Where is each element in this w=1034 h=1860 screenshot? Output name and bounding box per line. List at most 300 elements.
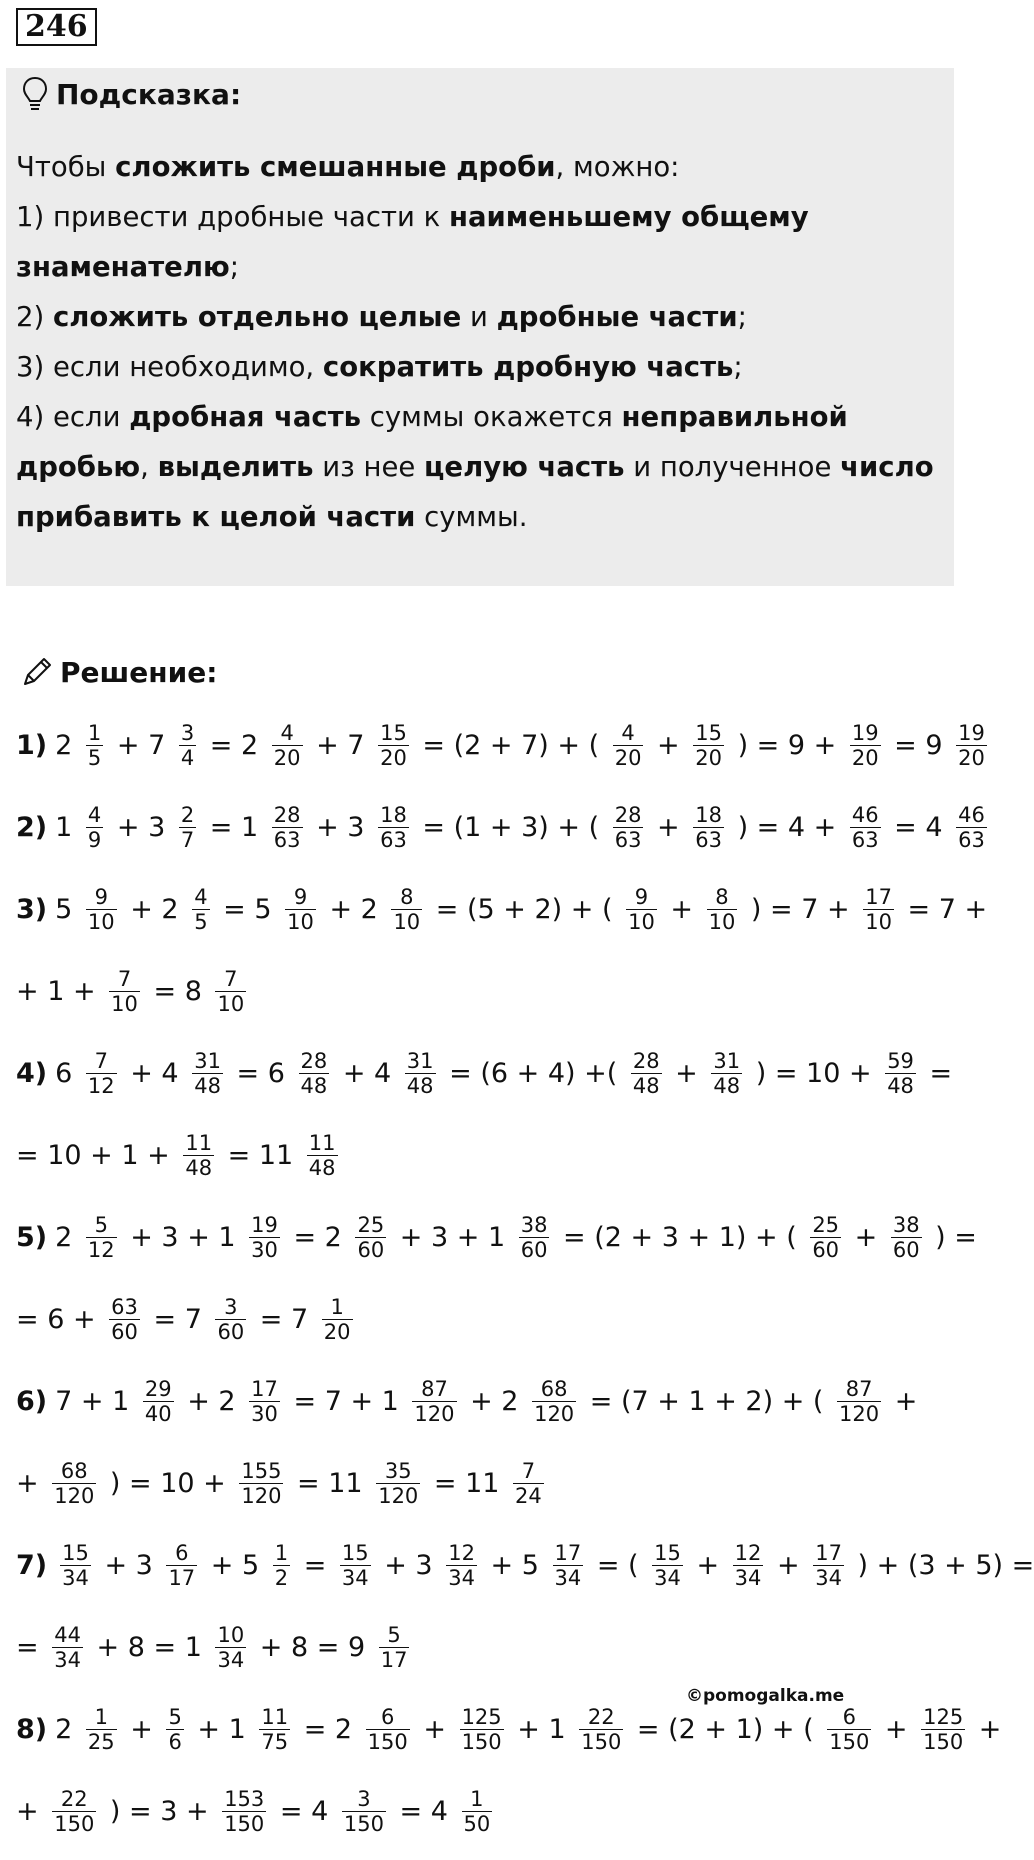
fraction-denominator: 10 [87,909,115,934]
expression-text: ) = 7 + [742,893,859,925]
fraction-denominator: 5 [194,909,208,934]
expression-text: + [886,1385,918,1417]
fraction-denominator: 63 [380,827,407,852]
fraction [613,803,644,852]
fraction-numerator: 22 [587,1704,615,1729]
expression-text: 7 + 1 [55,1385,138,1417]
fraction-numerator: 11 [185,1130,213,1155]
fraction [378,721,409,770]
hint-bold-text: сложить отдельно целые [52,301,462,333]
expression-text: + 1 [188,1713,255,1745]
fraction [299,1049,330,1098]
fraction-denominator: 60 [892,1237,920,1262]
fraction-denominator: 60 [111,1319,138,1344]
expression-text: 6 [55,1057,81,1089]
fraction-numerator: 87 [845,1376,873,1401]
line-number: 7) [16,1549,48,1581]
fraction [322,1295,353,1344]
fraction [513,1459,544,1508]
expression-text: + 1 [508,1713,575,1745]
fraction-denominator: 63 [851,827,879,852]
fraction-numerator: 15 [695,720,722,745]
fraction-numerator: 18 [695,802,722,827]
expression-text: + [970,1713,1002,1745]
fraction-denominator: 48 [300,1073,328,1098]
expression-text: = 4 [271,1795,337,1827]
fraction [273,1541,290,1590]
expression-text: + 2 [121,893,188,925]
fraction-denominator: 48 [887,1073,914,1098]
expression-text: = 7 [251,1303,317,1335]
fraction-denominator: 2 [274,1565,289,1590]
expression-text: + [687,1549,728,1581]
solution-line [16,786,985,868]
fraction-numerator: 15 [380,720,407,745]
fraction [239,1459,283,1508]
expression-text: = [295,1549,335,1581]
fraction-denominator: 30 [251,1237,278,1262]
fraction-denominator: 150 [923,1729,964,1754]
fraction [143,1377,174,1426]
fraction-numerator: 3 [224,1294,238,1319]
expression-text: = (7 + 1 + 2) + ( [581,1385,833,1417]
hint-text-segment: из нее [313,451,425,483]
fraction-denominator: 20 [323,1319,351,1344]
fraction [215,1295,246,1344]
expression-text: = 2 [295,1713,361,1745]
fraction-numerator: 4 [621,720,635,745]
expression-text: ) = 9 + [728,729,845,761]
fraction [366,1705,410,1754]
fraction-numerator: 1 [274,1540,289,1565]
expression-text: ) = [926,1221,977,1253]
fraction-numerator: 3 [180,720,195,745]
fraction-denominator: 48 [713,1073,741,1098]
expression-text: + 7 [108,729,174,761]
hint-text-segment: , можно: [555,151,680,183]
fraction-denominator: 50 [463,1811,491,1836]
fraction-numerator: 1 [94,1704,108,1729]
fraction-denominator: 63 [614,827,642,852]
fraction-numerator: 12 [448,1540,475,1565]
fraction [460,1705,504,1754]
fraction [850,721,881,770]
fraction-numerator: 7 [224,966,238,991]
fraction [249,1213,280,1262]
fraction [192,1049,223,1098]
fraction [222,1787,266,1836]
expression-text: ) = 3 + [101,1795,218,1827]
fraction-denominator: 48 [308,1155,336,1180]
fraction-numerator: 15 [62,1540,89,1565]
expression-text: = ( [588,1549,648,1581]
fraction-denominator: 34 [654,1565,681,1590]
hint-title-text: Подсказка: [56,77,242,111]
expression-text: = (6 + 4) +( [440,1057,626,1089]
fraction-denominator: 120 [414,1401,455,1426]
fraction-denominator: 40 [144,1401,172,1426]
fraction-numerator: 9 [94,884,108,909]
fraction [86,803,103,852]
fraction [412,1377,456,1426]
expression-text: + 4 [334,1057,400,1089]
expression-text: = 11 [288,1467,372,1499]
fraction-numerator: 6 [842,1704,856,1729]
expression-text: + 5 [202,1549,268,1581]
fraction-numerator: 9 [293,884,308,909]
expression-text: + [768,1549,809,1581]
expression-text: + 3 [95,1549,162,1581]
fraction-numerator: 18 [380,802,407,827]
fraction-denominator: 10 [393,909,421,934]
fraction-numerator: 1 [87,720,102,745]
fraction-numerator: 6 [381,1704,395,1729]
expression-text: = 6 + [16,1303,105,1335]
fraction-numerator: 17 [865,884,892,909]
fraction-denominator: 17 [380,1647,408,1672]
fraction [379,1623,410,1672]
fraction [885,1049,916,1098]
fraction-numerator: 6 [175,1540,189,1565]
expression-text: + [16,1467,48,1499]
solution-line [16,1278,946,1360]
line-number: 6) [16,1385,48,1417]
fraction-numerator: 5 [387,1622,401,1647]
fraction-denominator: 120 [534,1401,575,1426]
fraction-denominator: 34 [554,1565,582,1590]
expression-text: = (2 + 7) + ( [413,729,608,761]
hint-text-segment: , [140,451,158,483]
fraction-numerator: 17 [554,1540,582,1565]
fraction-denominator: 34 [62,1565,89,1590]
expression-text: + 2 [178,1385,245,1417]
hint-paragraph [16,392,936,542]
fraction [285,885,316,934]
hint-bold-text: выделить [157,451,314,483]
fraction-denominator: 10 [708,909,736,934]
fraction [52,1623,83,1672]
expression-text: + [121,1713,162,1745]
fraction [60,1541,91,1590]
solution-line [16,868,988,950]
hint-title [22,76,241,112]
hint-text-segment: ; [229,251,239,283]
hint-paragraph [16,192,936,292]
fraction-denominator: 5 [87,745,102,770]
expression-text: = (2 + 3 + 1) + ( [554,1221,806,1253]
hint-text-segment: ; [733,351,743,383]
fraction [272,721,303,770]
fraction-denominator: 10 [628,909,655,934]
hint-text-segment: ; [737,301,747,333]
fraction [891,1213,922,1262]
fraction [52,1459,96,1508]
fraction [391,885,422,934]
fraction-denominator: 24 [515,1483,542,1508]
fraction-denominator: 9 [87,827,102,852]
expression-text: + 3 [307,811,374,843]
fraction [693,803,724,852]
hint-bold-text: целую часть [424,451,625,483]
fraction-numerator: 1 [470,1786,484,1811]
fraction-denominator: 20 [273,745,301,770]
fraction [249,1377,280,1426]
line-number: 1) [16,729,48,761]
fraction-numerator: 153 [224,1786,265,1811]
expression-text: = 11 [425,1467,509,1499]
hint-text [16,142,936,542]
fraction-denominator: 48 [406,1073,434,1098]
fraction-numerator: 28 [273,802,301,827]
expression-text: + 3 [108,811,174,843]
lightbulb-icon [22,76,48,112]
fraction-numerator: 28 [614,802,642,827]
hint-bold-text: сложить смешанные дроби [115,151,556,183]
expression-text: = 2 [201,729,267,761]
expression-text: 1 [55,811,81,843]
expression-text: + [648,729,689,761]
fraction [215,1623,246,1672]
expression-text: = 10 + 1 + [16,1139,179,1171]
hint-text-segment: суммы. [415,501,528,533]
fraction-denominator: 34 [734,1565,762,1590]
fraction-numerator: 3 [357,1786,371,1811]
fraction-numerator: 7 [94,1048,108,1073]
fraction [109,1295,140,1344]
fraction [86,885,117,934]
fraction [183,1131,214,1180]
fraction-numerator: 38 [892,1212,920,1237]
fraction-denominator: 25 [87,1729,115,1754]
hint-paragraph [16,342,936,392]
hint-paragraph [16,142,936,192]
fraction-denominator: 150 [461,1729,502,1754]
fraction-numerator: 17 [251,1376,278,1401]
expression-text: 5 [55,893,81,925]
fraction-numerator: 31 [406,1048,434,1073]
fraction [631,1049,662,1098]
fraction-denominator: 4 [180,745,195,770]
expression-text: + 4 [121,1057,188,1089]
fraction [863,885,894,934]
expression-text: + 3 + 1 [121,1221,245,1253]
hint-box [6,68,954,586]
fraction-denominator: 34 [217,1647,245,1672]
expression-text: ) = 10 + [101,1467,235,1499]
fraction [446,1541,477,1590]
fraction [733,1541,764,1590]
fraction [272,803,303,852]
fraction-denominator: 20 [958,745,985,770]
fraction-numerator: 68 [540,1376,568,1401]
line-number: 3) [16,893,48,925]
fraction-denominator: 60 [812,1237,840,1262]
expression-text: + [16,1795,48,1827]
hint-bold-text: наименьшему общему знаменателю [16,201,809,283]
fraction [813,1541,844,1590]
fraction-numerator: 19 [851,720,879,745]
expression-text: = 2 [284,1221,351,1253]
fraction [376,1459,420,1508]
fraction-numerator: 5 [94,1212,108,1237]
fraction [378,803,409,852]
fraction-denominator: 6 [168,1729,182,1754]
hint-text-segment: 4) если [16,401,130,433]
expression-text: + [846,1221,886,1253]
fraction-numerator: 38 [520,1212,548,1237]
expression-text: + 1 + [16,975,105,1007]
hint-bold-text: дробные части [496,301,738,333]
solution-line [16,1770,946,1852]
expression-text: = (1 + 3) + ( [413,811,608,843]
fraction-numerator: 9 [634,884,649,909]
fraction [86,1705,117,1754]
expression-text: + [666,1057,707,1089]
expression-text: 2 [55,729,81,761]
solution-title [20,655,217,689]
fraction-numerator: 1 [330,1294,344,1319]
fraction-numerator: 125 [461,1704,502,1729]
fraction-numerator: 68 [60,1458,88,1483]
expression-text: = 5 [214,893,281,925]
expression-text: = 6 [227,1057,294,1089]
fraction-numerator: 15 [654,1540,681,1565]
expression-text: + [648,811,689,843]
fraction [956,803,987,852]
hint-text-segment: 2) [16,301,53,333]
solution-line [16,1606,946,1688]
hint-bold-text: дробная часть [129,401,362,433]
fraction-numerator: 29 [144,1376,172,1401]
fraction-numerator: 8 [400,884,414,909]
fraction-numerator: 19 [958,720,985,745]
solution-title-text: Решение: [60,655,218,689]
fraction-numerator: 35 [384,1458,412,1483]
fraction-denominator: 10 [111,991,138,1016]
fraction-denominator: 150 [829,1729,870,1754]
fraction-numerator: 63 [111,1294,138,1319]
fraction-denominator: 150 [367,1729,408,1754]
fraction [553,1541,584,1590]
expression-text: 2 [55,1221,81,1253]
fraction-numerator: 44 [54,1622,81,1647]
expression-text: = 7 + 1 [284,1385,408,1417]
fraction [86,1213,117,1262]
hint-text-segment: и [461,301,497,333]
expression-text: + 3 + 1 [391,1221,514,1253]
fraction-denominator: 17 [168,1565,196,1590]
fraction-denominator: 20 [380,745,407,770]
fraction-numerator: 11 [261,1704,289,1729]
fraction [179,721,196,770]
fraction-numerator: 46 [958,802,985,827]
fraction-denominator: 34 [54,1647,81,1672]
fraction-numerator: 11 [308,1130,336,1155]
fraction-numerator: 10 [217,1622,245,1647]
fraction-numerator: 19 [251,1212,278,1237]
hint-bold-text: число прибавить к целой части [16,451,934,533]
fraction-numerator: 25 [812,1212,840,1237]
fraction-denominator: 34 [815,1565,842,1590]
expression-text: + [876,1713,917,1745]
fraction [956,721,987,770]
fraction [307,1131,338,1180]
solution-line [16,1442,946,1524]
fraction [192,885,209,934]
fraction-denominator: 150 [54,1811,95,1836]
fraction-denominator: 60 [357,1237,385,1262]
fraction [652,1541,683,1590]
fraction [342,1787,386,1836]
fraction-numerator: 7 [117,966,132,991]
fraction [921,1705,965,1754]
fraction-numerator: 46 [851,802,879,827]
fraction-denominator: 75 [261,1729,289,1754]
hint-paragraph [16,292,936,342]
expression-text: = [16,1631,48,1663]
fraction-denominator: 7 [180,827,195,852]
fraction-numerator: 28 [632,1048,660,1073]
expression-text: ) = 4 + [728,811,845,843]
expression-text: + [661,893,702,925]
fraction [179,803,196,852]
fraction-denominator: 60 [217,1319,245,1344]
line-number: 5) [16,1221,48,1253]
fraction-denominator: 20 [614,745,642,770]
expression-text: = 9 [885,729,952,761]
fraction-numerator: 15 [341,1540,369,1565]
hint-bold-text: сократить дробную часть [322,351,734,383]
hint-text-segment: Чтобы [16,151,116,183]
expression-text: = 7 [144,1303,211,1335]
fraction-denominator: 34 [448,1565,475,1590]
expression-text: + 5 [481,1549,548,1581]
fraction-numerator: 4 [280,720,294,745]
fraction-numerator: 5 [168,1704,182,1729]
problem-number: 246 [16,8,97,46]
fraction-denominator: 10 [865,909,892,934]
line-number: 4) [16,1057,48,1089]
fraction [626,885,657,934]
fraction [693,721,724,770]
fraction-numerator: 17 [815,1540,842,1565]
fraction-numerator: 12 [734,1540,762,1565]
expression-text: = 4 [885,811,952,843]
fraction-denominator: 12 [87,1237,115,1262]
fraction-denominator: 150 [343,1811,384,1836]
fraction-numerator: 2 [180,802,195,827]
hint-text-segment: и полученное [624,451,841,483]
expression-text: = 4 [390,1795,457,1827]
fraction-denominator: 12 [87,1073,115,1098]
fraction-numerator: 125 [923,1704,964,1729]
fraction-numerator: 22 [60,1786,88,1811]
solution-line [16,704,985,786]
expression-text: + 2 [320,893,387,925]
expression-text: + 7 [307,729,374,761]
line-number: 2) [16,811,48,843]
fraction [837,1377,881,1426]
hint-text-segment: 3) если необходимо, [16,351,323,383]
fraction-numerator: 87 [421,1376,448,1401]
fraction-denominator: 48 [632,1073,660,1098]
fraction [355,1213,386,1262]
fraction-denominator: 150 [224,1811,265,1836]
solution-line [16,1032,953,1114]
fraction-denominator: 10 [287,909,314,934]
hint-text-segment: 1) привести дробные части к [16,201,449,233]
fraction [52,1787,96,1836]
